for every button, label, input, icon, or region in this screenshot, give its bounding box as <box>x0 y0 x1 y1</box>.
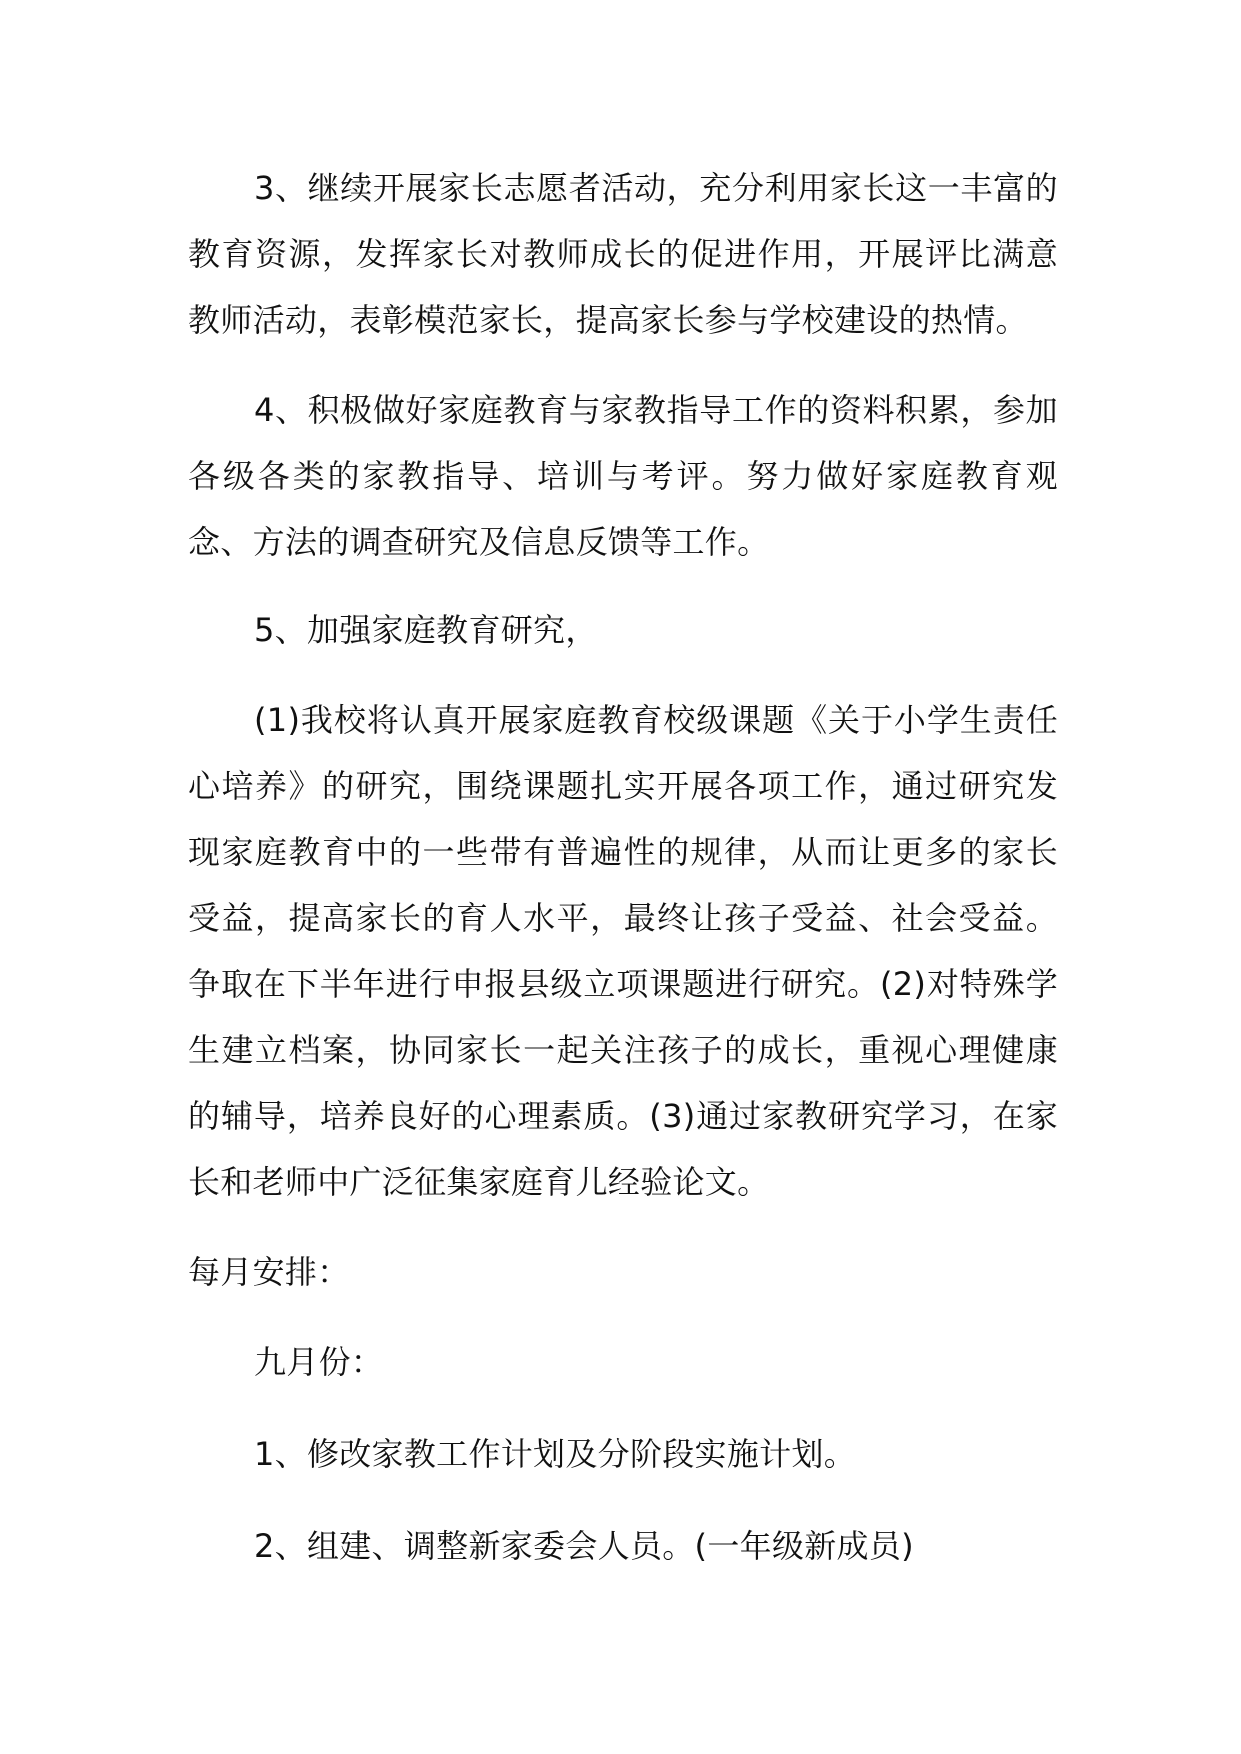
paragraph-volunteer-activities: 3、继续开展家长志愿者活动，充分利用家长这一丰富的教育资源，发挥家长对教师成长的促进作用，开展评比满意教师活动，表彰模范家长，提高家长参与学校建设的热情。 <box>188 169 1058 339</box>
paragraph-item-1: 1、修改家教工作计划及分阶段实施计划。 <box>254 1435 857 1473</box>
paragraph-monthly-schedule: 每月安排： <box>188 1253 350 1291</box>
paragraph-september: 九月份： <box>254 1343 384 1381</box>
document-body <box>188 155 1058 1579</box>
paragraph-research-details: (1)我校将认真开展家庭教育校级课题《关于小学生责任心培养》的研究，围绕课题扎实开展各项工作，通过研究发现家庭教育中的一些带有普遍性的规律，从而让更多的家长受益，提高家长的育人水平，最终让孩子受益、社会受益。争取在下半年进行申报县级立项课题进行研究。(2)对特殊学生建立档案，协同家长一起关注孩子的成长，重视心理健康的辅导，培养良好的心理素质。(3)通过家教研究学习，在家长和老师中广泛征集家庭育儿经验论文。 <box>188 701 1058 1201</box>
paragraph-research-heading: 5、加强家庭教育研究， <box>254 611 598 649</box>
paragraph-materials-accumulation: 4、积极做好家庭教育与家教指导工作的资料积累，参加各级各类的家教指导、培训与考评。努力做好家庭教育观念、方法的调查研究及信息反馈等工作。 <box>188 391 1058 561</box>
paragraph-item-2: 2、组建、调整新家委会人员。(一年级新成员) <box>254 1527 914 1565</box>
